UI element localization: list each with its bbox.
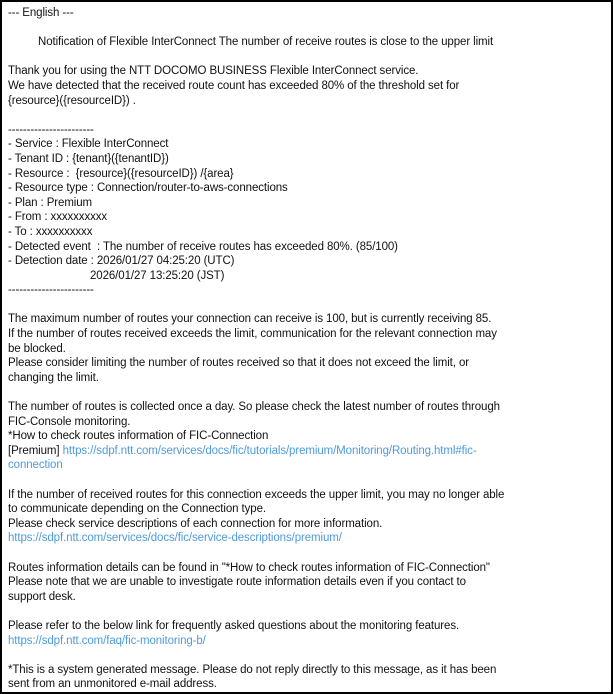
email-text: to communicate depending on the Connection type. — [8, 503, 266, 516]
email-link[interactable]: https://sdpf.ntt.com/services/docs/fic/tutorials/premium/Monitoring/Routing.html#fic- — [62, 444, 477, 457]
email-body — [8, 6, 607, 688]
email-text: Routes information details can be found in "*How to check routes information of FIC-Connection" — [8, 561, 490, 574]
email-text: - Detection date : 2026/01/27 04:25:20 (UTC) — [8, 255, 235, 268]
email-text: {resource}({resourceID}) . — [8, 94, 136, 107]
email-text: *How to check routes information of FIC-Connection — [8, 430, 269, 443]
blank-line — [8, 108, 607, 123]
email-text: - From : xxxxxxxxxx — [8, 211, 108, 224]
separator-bottom — [8, 283, 607, 298]
email-text: - Plan : Premium — [8, 196, 93, 209]
blank-line — [8, 546, 607, 561]
faq-link-line — [8, 634, 607, 649]
footer-paragraph — [8, 663, 607, 678]
email-text: Thank you for using the NTT DOCOMO BUSINESS Flexible InterConnect service. — [8, 65, 419, 78]
email-text: If the number of routes received exceeds the limit, communication for the relevant connection may — [8, 328, 497, 341]
detection-summary-line-1 — [8, 79, 607, 94]
email-text: Please consider limiting the number of routes received so that it does not exceed the limit, or — [8, 357, 469, 370]
detection-summary-line-2 — [8, 94, 607, 109]
email-text: changing the limit. — [8, 371, 99, 384]
email-text: Notification of Flexible InterConnect The number of receive routes is close to the upper limit — [38, 36, 494, 49]
email-text: Please check service descriptions of each connection for more information. — [8, 517, 383, 530]
detail-detection-date-jst — [8, 269, 607, 284]
faq-paragraph — [8, 619, 607, 634]
email-text: If the number of received routes for this connection exceeds the upper limit, you may no longer able — [8, 488, 505, 501]
email-text: support desk. — [8, 590, 76, 603]
blank-line — [8, 648, 607, 663]
email-text: ----------------------- — [8, 123, 94, 136]
email-text: --- English --- — [8, 7, 74, 19]
email-text: - Service : Flexible InterConnect — [8, 138, 169, 151]
detail-resource — [8, 167, 607, 182]
email-link[interactable]: https://sdpf.ntt.com/services/docs/fic/service-descriptions/premium/ — [8, 532, 342, 545]
footer-paragraph — [8, 677, 607, 688]
greeting-line — [8, 64, 607, 79]
email-text: The maximum number of routes your connection can receive is 100, but is currently receiving 85. — [8, 313, 492, 326]
service-descriptions-link-line — [8, 531, 607, 546]
premium-link-line — [8, 444, 607, 459]
limit-paragraph — [8, 342, 607, 357]
email-text: We have detected that the received route count has exceeded 80% of the threshold set for — [8, 79, 460, 92]
upper-limit-paragraph — [8, 517, 607, 532]
monitoring-paragraph — [8, 429, 607, 444]
routes-info-paragraph — [8, 575, 607, 590]
limit-paragraph — [8, 327, 607, 342]
email-text: be blocked. — [8, 342, 66, 355]
email-text: *This is a system generated message. Please do not reply directly to this message, as it has been — [8, 663, 497, 676]
language-header — [8, 6, 607, 21]
blank-line — [8, 385, 607, 400]
email-text: FIC-Console monitoring. — [8, 415, 131, 428]
blank-line — [8, 604, 607, 619]
email-link[interactable]: https://sdpf.ntt.com/faq/fic-monitoring-b/ — [8, 634, 206, 647]
detail-detected-event — [8, 240, 607, 255]
detail-service — [8, 137, 607, 152]
limit-paragraph — [8, 371, 607, 386]
blank-line — [8, 298, 607, 313]
blank-line — [8, 21, 607, 36]
monitoring-paragraph — [8, 415, 607, 430]
blank-line — [8, 50, 607, 65]
email-text: - To : xxxxxxxxxx — [8, 225, 93, 238]
detail-resource-type — [8, 181, 607, 196]
upper-limit-paragraph — [8, 502, 607, 517]
detail-detection-date-utc — [8, 254, 607, 269]
email-text: sent from an unmonitored e-mail address. — [8, 678, 217, 688]
detail-plan — [8, 196, 607, 211]
email-text: Please refer to the below link for frequently asked questions about the monitoring features. — [8, 619, 460, 632]
detail-tenant-id — [8, 152, 607, 167]
separator-top — [8, 123, 607, 138]
subject-line — [8, 35, 607, 50]
email-text: - Tenant ID : {tenant}({tenantID}) — [8, 152, 169, 165]
email-link[interactable]: connection — [8, 459, 63, 472]
premium-link-line — [8, 458, 607, 473]
email-text: - Detected event : The number of receive routes has exceeded 80%. (85/100) — [8, 240, 398, 253]
detail-from — [8, 210, 607, 225]
email-text: - Resource type : Connection/router-to-aws-connections — [8, 182, 288, 195]
limit-paragraph — [8, 312, 607, 327]
monitoring-paragraph — [8, 400, 607, 415]
email-text: ----------------------- — [8, 284, 94, 297]
routes-info-paragraph — [8, 590, 607, 605]
email-text: [Premium] — [8, 444, 63, 457]
detail-to — [8, 225, 607, 240]
routes-info-paragraph — [8, 561, 607, 576]
blank-line — [8, 473, 607, 488]
email-text: The number of routes is collected once a day. So please check the latest number of routes through — [8, 401, 500, 414]
email-text: - Resource : {resource}({resourceID}) /{area} — [8, 167, 234, 180]
limit-paragraph — [8, 356, 607, 371]
email-text: 2026/01/27 13:25:20 (JST) — [90, 269, 225, 282]
email-text: Please note that we are unable to investigate route information details even if you contact to — [8, 576, 466, 589]
upper-limit-paragraph — [8, 488, 607, 503]
